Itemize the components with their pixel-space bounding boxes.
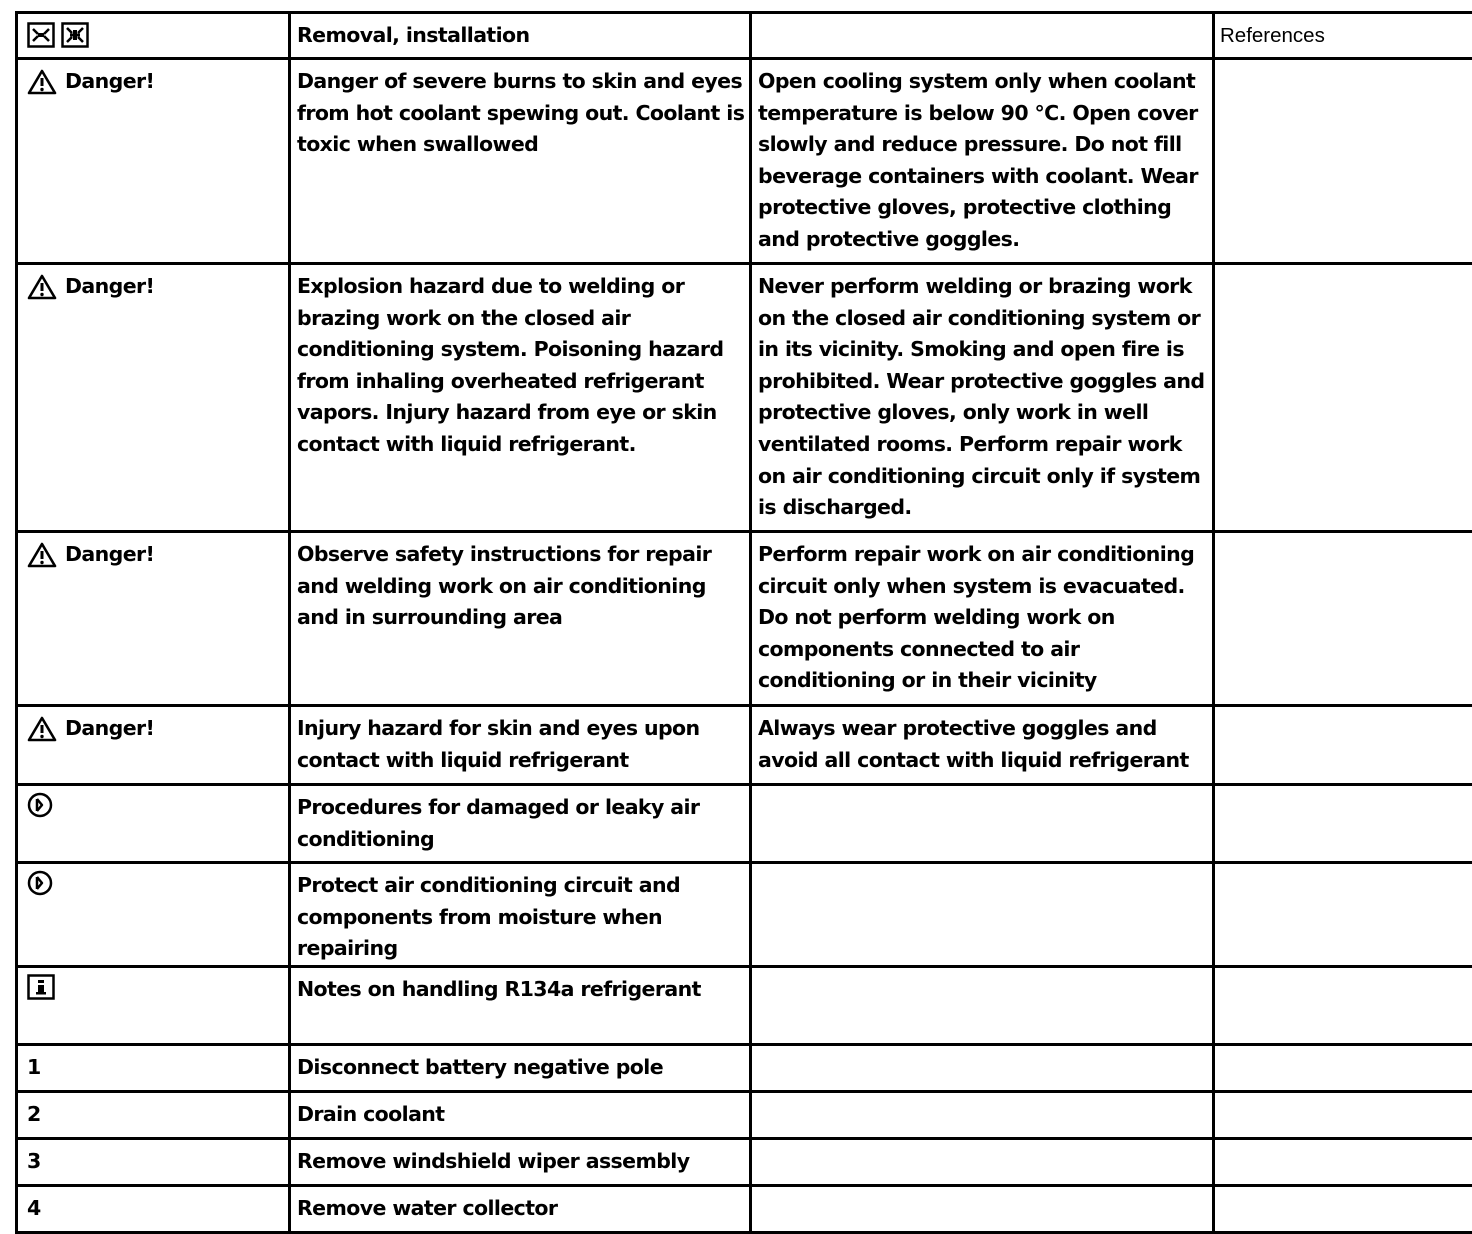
row-instruction: Open cooling system only when coolant temperature is below 90 °C. Open cover slowly and reduce pressure. Do not fill beverage containers with coolant. Wear protective gloves, protective clothing and protective goggles. <box>758 60 1212 256</box>
table-row <box>17 1091 1472 1138</box>
row-description: Explosion hazard due to welding or brazing work on the closed air conditioning system. Poisoning hazard from inhaling overheated refrigerant vapors. Injury hazard from eye or skin contact with liquid refrigerant. <box>297 265 749 461</box>
row-reference <box>1220 1140 1472 1146</box>
row-instruction <box>758 1046 1212 1052</box>
warning-triangle-icon <box>27 69 57 95</box>
row-instruction <box>758 786 1212 792</box>
row-reference <box>1220 1093 1472 1099</box>
notice-circle-icon <box>27 870 53 896</box>
row-instruction: Never perform welding or brazing work on the closed air conditioning system or in its vicinity. Smoking and open fire is prohibited. Wear protective goggles and protective gloves, only work in well ventilated rooms. Perform repair work on air conditioning circuit only if system is discharged. <box>758 265 1212 524</box>
row-instruction <box>758 1140 1212 1146</box>
header-title: Removal, installation <box>297 14 749 52</box>
row-description: Drain coolant <box>297 1093 749 1131</box>
row-description: Danger of severe burns to skin and eyes from hot coolant spewing out. Coolant is toxic when swallowed <box>297 60 749 161</box>
row-description: Procedures for damaged or leaky air conditioning <box>297 786 749 855</box>
header-icons-cell <box>17 13 290 59</box>
row-instruction <box>758 968 1212 974</box>
row-description: Notes on handling R134a refrigerant <box>297 968 749 1006</box>
row-instruction: Perform repair work on air conditioning circuit only when system is evacuated. Do not perform welding work on components connected to air conditioning or in their vicinity <box>758 533 1212 697</box>
row-reference <box>1220 265 1472 271</box>
danger-label: Danger! <box>27 533 154 571</box>
row-reference <box>1220 1046 1472 1052</box>
row-description: Injury hazard for skin and eyes upon contact with liquid refrigerant <box>297 707 749 776</box>
row-instruction: Always wear protective goggles and avoid all contact with liquid refrigerant <box>758 707 1212 776</box>
row-reference <box>1220 533 1472 539</box>
step-number: 1 <box>27 1046 288 1084</box>
procedure-table <box>15 11 1472 1234</box>
vehicle-icon-a <box>27 22 55 48</box>
row-reference <box>1220 1187 1472 1193</box>
step-number: 3 <box>27 1140 288 1178</box>
header-title-cell <box>290 13 751 59</box>
row-reference <box>1220 60 1472 66</box>
row-description: Protect air conditioning circuit and components from moisture when repairing <box>297 864 749 965</box>
header-col3-cell <box>751 13 1214 59</box>
row-reference <box>1220 786 1472 792</box>
row-reference <box>1220 707 1472 713</box>
table-row <box>17 1044 1472 1091</box>
step-number: 2 <box>27 1093 288 1131</box>
row-description: Disconnect battery negative pole <box>297 1046 749 1084</box>
warning-triangle-icon <box>27 542 57 568</box>
row-instruction <box>758 864 1212 870</box>
vehicle-icon-b <box>61 22 89 48</box>
row-instruction <box>758 1093 1212 1099</box>
table-row <box>17 59 1472 264</box>
warning-triangle-icon <box>27 716 57 742</box>
table-row <box>17 532 1472 706</box>
row-reference <box>1220 968 1472 974</box>
row-description: Observe safety instructions for repair and welding work on air conditioning and in surrounding area <box>297 533 749 634</box>
danger-label: Danger! <box>27 60 154 98</box>
row-description: Remove water collector <box>297 1187 749 1225</box>
warning-triangle-icon <box>27 274 57 300</box>
table-row <box>17 966 1472 1044</box>
table-row <box>17 785 1472 863</box>
table-row <box>17 1185 1472 1232</box>
header-references-cell <box>1214 13 1472 59</box>
row-description: Remove windshield wiper assembly <box>297 1140 749 1178</box>
table-row <box>17 264 1472 532</box>
danger-label: Danger! <box>27 265 154 303</box>
table-row <box>17 1138 1472 1185</box>
table-header-row <box>17 13 1472 59</box>
danger-label: Danger! <box>27 707 154 745</box>
table-row <box>17 706 1472 785</box>
table-row <box>17 863 1472 967</box>
header-references: References <box>1220 14 1472 52</box>
info-note-icon <box>27 974 55 1000</box>
row-reference <box>1220 864 1472 870</box>
row-instruction <box>758 1187 1212 1193</box>
notice-circle-icon <box>27 792 53 818</box>
step-number: 4 <box>27 1187 288 1225</box>
